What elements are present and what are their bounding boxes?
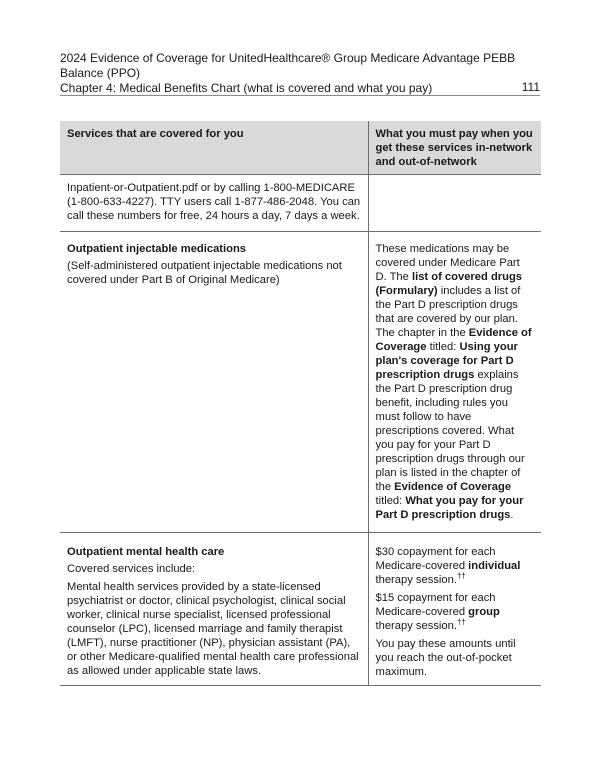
table-header-row: [60, 121, 541, 175]
cost-text: These medications may be covered under Medicare Part D. The list of covered drugs (Formulary) includes a list of the Part D prescription drugs that are covered by our plan. The chapter in the Evidence of Coverage titled: Using your plan's coverage for Part D prescription drugs explains the Part D prescription drug benefit, including rules you must follow to have prescriptions covered. What you pay for your Part D prescription drugs through our plan is listed in the chapter of the Evidence of Coverage titled: What you pay for your Part D prescription drugs.: [375, 243, 532, 521]
document-title: 2024 Evidence of Coverage for UnitedHealthcare® Group Medicare Advantage PEBB Balance (PPO): [60, 51, 516, 80]
service-title: Outpatient injectable medications: [67, 243, 247, 255]
header-divider: [60, 95, 540, 96]
page-number: 111: [521, 80, 540, 94]
service-intro: Covered services include:: [67, 563, 196, 575]
page-header: [60, 51, 540, 96]
group-copay: $15 copayment for each Medicare-covered group therapy session.††: [375, 592, 500, 632]
service-title: Outpatient mental health care: [67, 546, 225, 558]
continued-text: Inpatient-or-Outpatient.pdf or by calling 1-800-MEDICARE (1-800-633-4227). TTY users call 1-877-486-2048. You can call these numbers for free, 24 hours a day, 7 days a week.: [67, 182, 361, 222]
individual-copay: $30 copayment for each Medicare-covered individual therapy session.††: [375, 546, 521, 586]
cost-cell: [368, 232, 541, 533]
benefits-table: [60, 121, 541, 686]
service-cell: [60, 232, 368, 533]
table-row: [60, 533, 541, 686]
service-description: Mental health services provided by a state-licensed psychiatrist or doctor, clinical psychologist, clinical social worker, clinical nurse specialist, licensed professional counselor (LPC), licensed marriage and family therapist (LMFT), nurse practitioner (NP), physician assistant (PA), or other Medicare-qualified mental health care professional as allowed under applicable state laws.: [67, 581, 359, 677]
chapter-title: Chapter 4: Medical Benefits Chart (what is covered and what you pay): [60, 81, 433, 95]
cost-cell: [368, 533, 541, 686]
out-of-pocket-note: You pay these amounts until you reach the out-of-pocket maximum.: [375, 638, 516, 678]
table-row: [60, 232, 541, 533]
service-cell: [60, 533, 368, 686]
column-header-services: Services that are covered for you: [60, 121, 368, 175]
column-header-cost: What you must pay when you get these services in-network and out-of-network: [368, 121, 541, 175]
table-row: [60, 175, 541, 232]
service-description: (Self-administered outpatient injectable medications not covered under Part B of Original Medicare): [67, 260, 342, 286]
service-cell: [60, 175, 368, 232]
cost-cell-empty: [368, 175, 541, 232]
